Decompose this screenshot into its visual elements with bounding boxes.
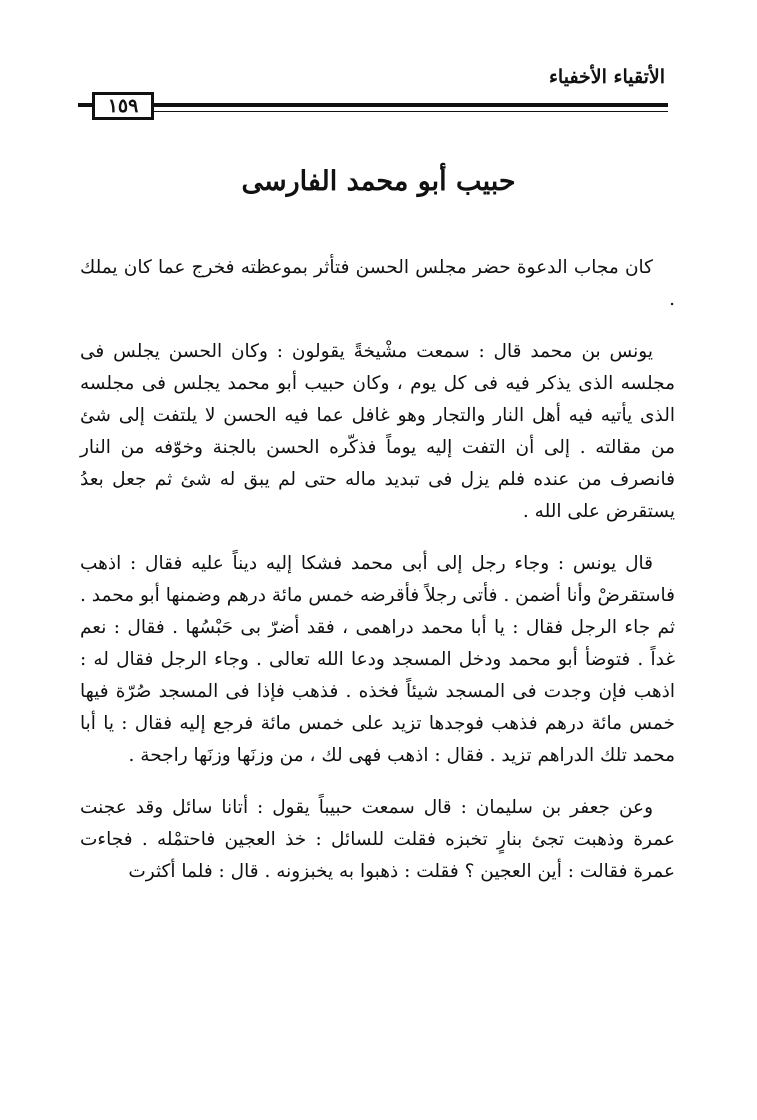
header-rule: [78, 92, 668, 122]
header-rule-thick-line: [78, 103, 668, 107]
body-text: [80, 252, 675, 908]
paragraph: كان مجاب الدعوة حضر مجلس الحسن فتأثر بموعظته فخرج عما كان يملك .: [80, 257, 675, 310]
chapter-title: حبيب أبو محمد الفارسى: [241, 166, 516, 197]
header-rule-thin-line: [138, 111, 668, 112]
running-head: الأتقياء الأخفياء: [548, 66, 665, 88]
paragraph: قال يونس : وجاء رجل إلى أبى محمد فشكا إليه ديناً عليه فقال : اذهب فاستقرضْ وأنا أضمن . فأتى رجلاً فأقرضه خمس مائة درهم وضمنها أبو محمد . ثم جاء الرجل فقال : يا أبا محمد دراهمى ، فقد أضرّ بى حَبْسُها . فقال : نعم غداً . فتوضأ أبو محمد ودخل المسجد ودعا الله تعالى . وجاء الرجل فقال له : اذهب فإن وجدت فى المسجد شيئاً فخذه . فذهب فإذا فى المسجد صُرّة فيها خمس مائة درهم فذهب فوجدها تزيد على خمس مائة فرجع إليه فقال : يا أبا محمد تلك الدراهم تزيد . فقال : اذهب فهى لك ، من وزنَها وزنَها راجحة .: [80, 553, 676, 766]
paragraph: يونس بن محمد قال : سمعت مشْيخةً يقولون : وكان الحسن يجلس فى مجلسه الذى يذكر فيه فى كل يوم ، وكان حبيب أبو محمد يجلس فى مجلسه الذى يأتيه فيه أهل النار والتجار وهو غافل عما فيه الحسن لا يلتفت إلى شئ من مقالته . إلى أن التفت إليه يوماً فذكّره الحسن بالجنة وخوّفه من النار فانصرف من عنده فلم يزل فى تبديد ماله حتى لم يبق له شئ ثم جعل بعدُ يستقرض على الله .: [80, 341, 675, 522]
page-number: ١٥٩: [92, 92, 154, 120]
paragraph: وعن جعفر بن سليمان : قال سمعت حبيباً يقول : أتانا سائل وقد عجنت عمرة وذهبت تجئ بنارٍ تخبزه فقلت للسائل : خذ العجين فاحتمْله . فجاءت عمرة فقالت : أين العجين ؟ فقلت : ذهبوا به يخبزونه . قال : فلما أكثرت: [80, 797, 675, 882]
